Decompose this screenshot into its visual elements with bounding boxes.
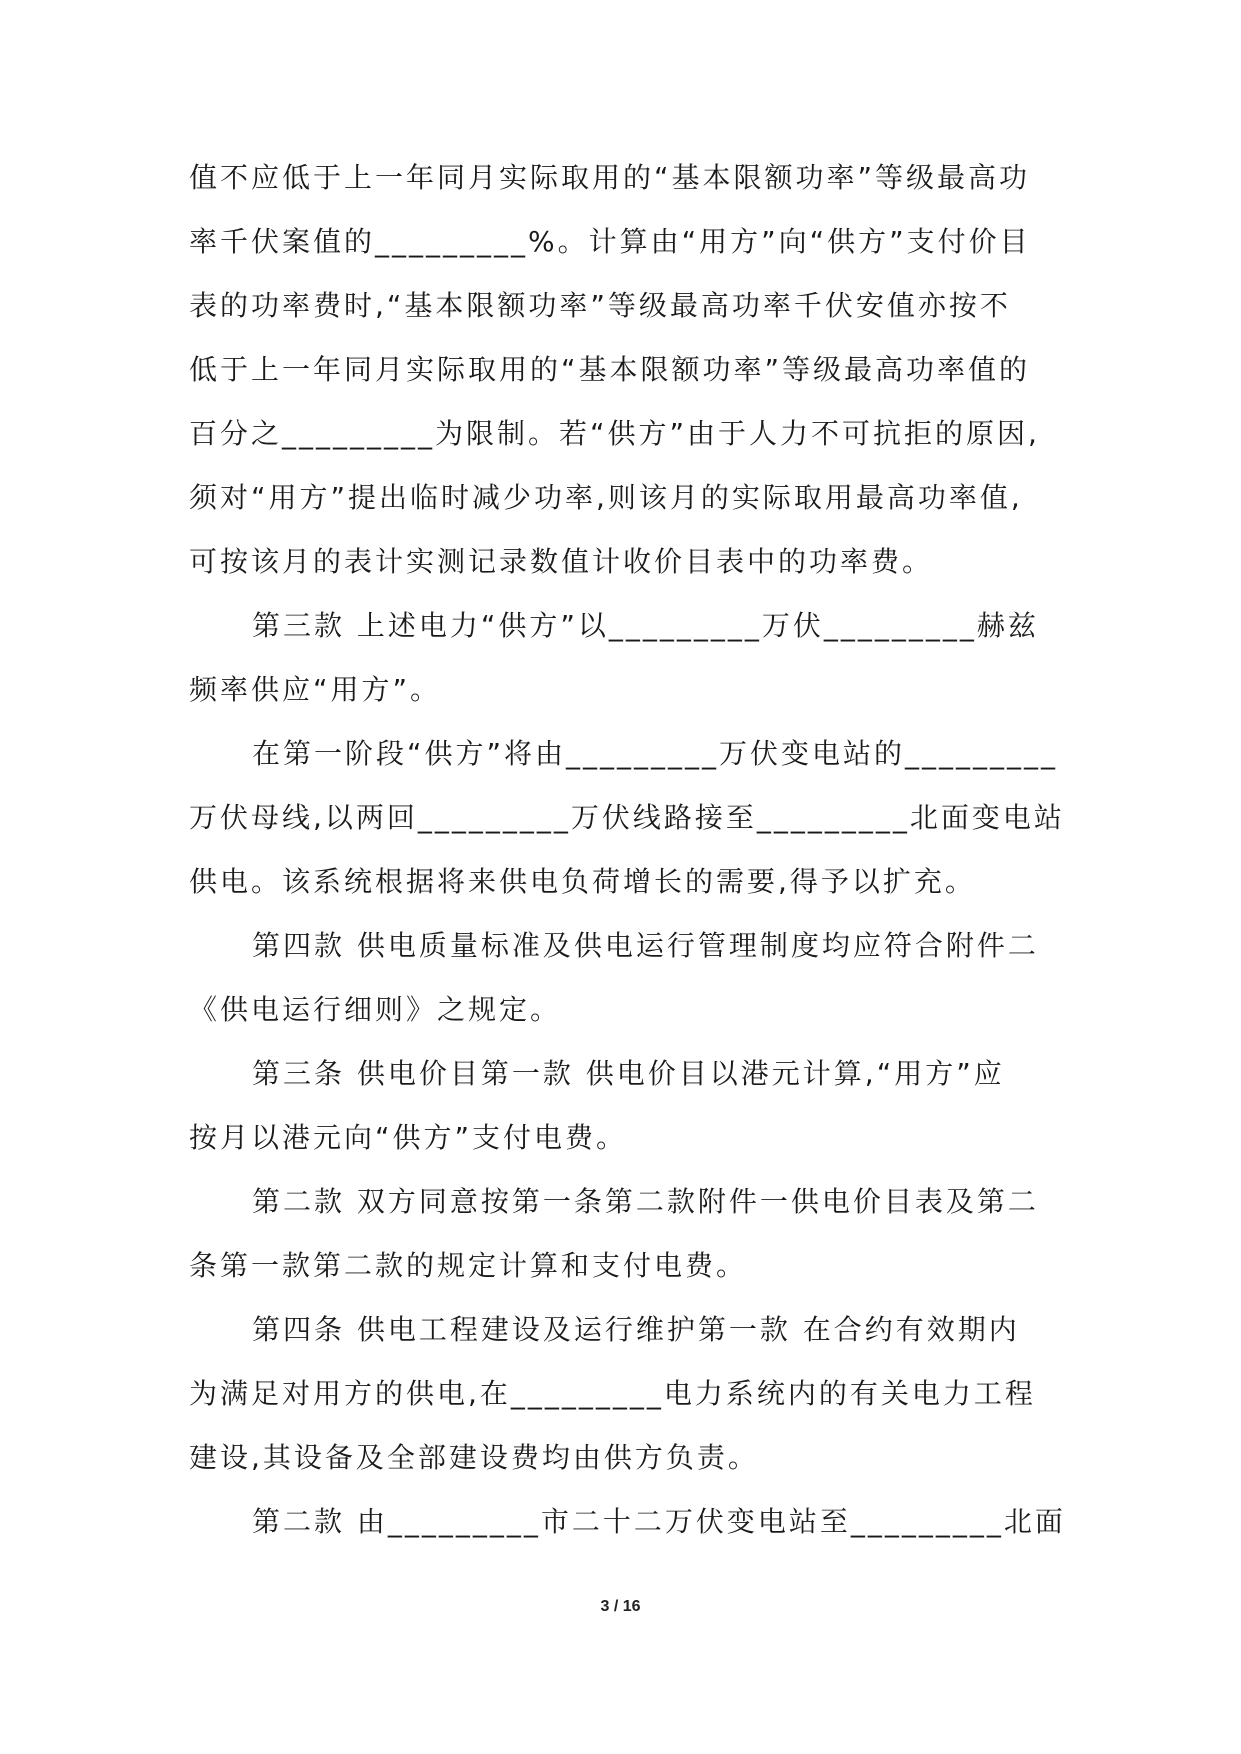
paragraph-line: 为满足对用方的供电,在_________电力系统内的有关电力工程 — [189, 1377, 1036, 1410]
paragraph-line: 第二款 双方同意按第一条第二款附件一供电价目表及第二 — [252, 1185, 1039, 1218]
paragraph-line: 条第一款第二款的规定计算和支付电费。 — [189, 1249, 748, 1282]
paragraph-line: 按月以港元向“供方”支付电费。 — [189, 1121, 628, 1154]
paragraph-line: 第四款 供电质量标准及供电运行管理制度均应符合附件二 — [252, 929, 1039, 962]
paragraph-line: 低于上一年同月实际取用的“基本限额功率”等级最高功率值的 — [189, 353, 1031, 386]
paragraph-line: 万伏母线,以两回_________万伏线路接至_________北面变电站 — [189, 801, 1065, 834]
paragraph-line: 建设,其设备及全部建设费均由供方负责。 — [189, 1441, 759, 1474]
paragraph-line: 第三条 供电价目第一款 供电价目以港元计算,“用方”应 — [252, 1057, 1005, 1090]
page-number: 3 / 16 — [600, 1598, 641, 1615]
paragraph-line: 《供电运行细则》之规定。 — [189, 993, 562, 1026]
paragraph-line: 率千伏案值的_________%。计算由“用方”向“供方”支付价目 — [189, 225, 1031, 258]
paragraph-line: 供电。该系统根据将来供电负荷增长的需要,得予以扩充。 — [189, 865, 976, 898]
paragraph-line: 百分之_________为限制。若“供方”由于人力不可抗拒的原因, — [189, 417, 1040, 450]
paragraph-line: 值不应低于上一年同月实际取用的“基本限额功率”等级最高功 — [189, 161, 1031, 194]
paragraph-line: 须对“用方”提出临时减少功率,则该月的实际取用最高功率值, — [189, 481, 1023, 514]
paragraph-line: 第三款 上述电力“供方”以_________万伏_________赫兹 — [252, 609, 1039, 642]
document-body — [189, 158, 1066, 1566]
paragraph-line: 第二款 由_________市二十二万伏变电站至_________北面 — [252, 1505, 1066, 1538]
paragraph-line: 频率供应“用方”。 — [189, 673, 442, 706]
paragraph-line: 表的功率费时,“基本限额功率”等级最高功率千伏安值亦按不 — [189, 289, 1011, 322]
paragraph-line: 第四条 供电工程建设及运行维护第一款 在合约有效期内 — [252, 1313, 1020, 1346]
paragraph-line: 在第一阶段“供方”将由_________万伏变电站的_________ — [252, 737, 1059, 770]
paragraph-line: 可按该月的表计实测记录数值计收价目表中的功率费。 — [189, 545, 934, 578]
